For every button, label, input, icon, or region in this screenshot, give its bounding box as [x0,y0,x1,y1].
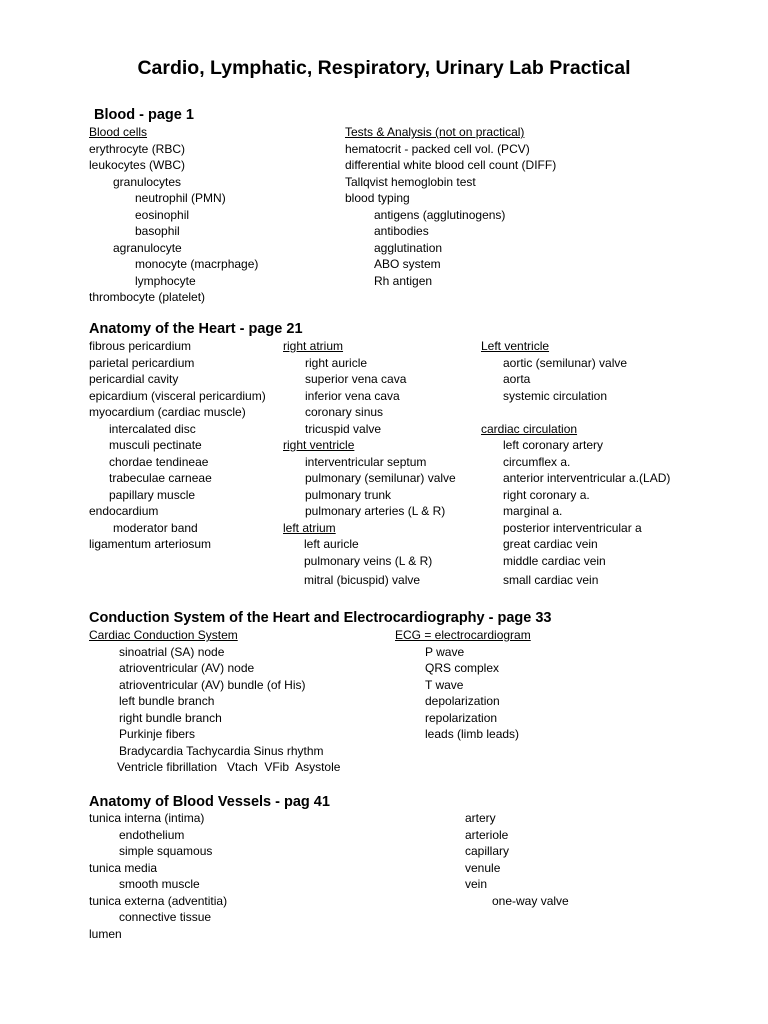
list-item: lumen [89,926,122,941]
list-item: simple squamous [119,844,213,858]
list-item: atrioventricular (AV) bundle (of His) [119,677,306,692]
list-item: Tallqvist hemoglobin test [345,174,476,189]
list-item: chordae tendineae [109,454,209,469]
list-item: trabeculae carneae [109,471,212,485]
heart-column-1 [89,338,266,553]
list-item: interventricular septum [305,454,427,469]
list-item: parietal pericardium [89,355,195,370]
list-item: ABO system [374,257,441,271]
list-item: basophil [135,224,180,238]
list-item: artery [465,811,496,825]
list-item: Purkinje fibers [119,727,196,741]
list-item: arteriole [465,827,509,842]
list-item: sinoatrial (SA) node [119,644,225,659]
list-item: blood typing [345,191,410,205]
list-item: QRS complex [425,661,500,675]
list-item: smooth muscle [119,877,200,891]
list-item: pericardial cavity [89,372,179,386]
list-item: right atrium [283,339,344,353]
list-item: superior vena cava [305,372,407,386]
blood-tests-column [345,124,556,289]
list-item: anterior interventricular a.(LAD) [503,471,671,485]
list-item: Left ventricle [481,339,550,353]
list-item: erythrocyte (RBC) [89,141,186,156]
list-item: intercalated disc [109,421,196,436]
list-item: pulmonary veins (L & R) [304,553,433,568]
list-item: tunica interna (intima) [89,811,205,825]
list-item: myocardium (cardiac muscle) [89,405,246,419]
list-item: marginal a. [503,504,563,518]
list-item: repolarization [425,710,498,725]
section-heading-conduction: Conduction System of the Heart and Electrocardiography - page 33 [89,610,552,626]
list-item: pulmonary trunk [305,487,392,502]
list-item: pulmonary arteries (L & R) [305,504,446,518]
list-item: antigens (agglutinogens) [374,207,506,222]
conduction-system-column [89,627,340,776]
list-item: tricuspid valve [305,421,382,436]
list-item: granulocytes [113,174,182,189]
list-item: circumflex a. [503,454,571,469]
list-item [481,404,670,421]
list-item: right auricle [305,355,368,370]
list-item: inferior vena cava [305,388,400,403]
list-item: endocardium [89,504,159,518]
list-item: cardiac circulation [481,421,578,436]
list-item: Blood cells [89,125,148,139]
list-item: Tests & Analysis (not on practical) [345,125,525,139]
section-heading-heart: Anatomy of the Heart - page 21 [89,321,303,337]
list-item: right coronary a. [503,487,590,502]
list-item: P wave [425,644,465,659]
list-item: tunica externa (adventitia) [89,893,228,908]
list-item: musculi pectinate [109,438,202,452]
list-item: T wave [425,677,464,692]
list-item: left auricle [304,537,359,551]
ecg-column [395,627,531,743]
list-item: differential white blood cell count (DIFF) [345,158,557,172]
section-heading-vessels: Anatomy of Blood Vessels - pag 41 [89,794,330,810]
list-item: leads (limb leads) [425,727,520,741]
list-item: great cardiac vein [503,537,598,551]
list-item: thrombocyte (platelet) [89,290,206,304]
list-item: aortic (semilunar) valve [503,355,628,370]
list-item: antibodies [374,224,429,238]
list-item: venule [465,860,501,875]
vessel-layers-column [89,810,227,942]
list-item: endothelium [119,827,185,842]
list-item: left atrium [283,520,336,535]
heart-column-2 [283,338,456,590]
list-item: connective tissue [119,910,212,924]
list-item: systemic circulation [503,388,608,403]
list-item: right bundle branch [119,710,222,725]
list-item: ECG = electrocardiogram [395,628,531,642]
list-item: aorta [503,372,531,386]
list-item: Rh antigen [374,273,433,288]
list-item: posterior interventricular a [503,520,642,535]
list-item: one-way valve [492,893,569,908]
list-item: papillary muscle [109,487,196,502]
list-item: left bundle branch [119,694,215,708]
list-item: Ventricle fibrillation Vtach VFib Asystole [117,760,341,774]
list-item: right ventricle [283,438,355,452]
list-item: coronary sinus [305,405,384,419]
list-item: neutrophil (PMN) [135,191,226,205]
list-item: small cardiac vein [503,573,599,587]
list-item: agranulocyte [113,240,182,255]
list-item: atrioventricular (AV) node [119,661,255,675]
list-item: ligamentum arteriosum [89,537,212,551]
list-item: leukocytes (WBC) [89,158,186,172]
list-item: moderator band [113,520,198,535]
section-heading-blood: Blood - page 1 [94,107,194,123]
page-title: Cardio, Lymphatic, Respiratory, Urinary Lab Practical [137,57,631,79]
list-item: epicardium (visceral pericardium) [89,388,266,403]
list-item: monocyte (macrphage) [135,257,259,271]
list-item: eosinophil [135,207,190,222]
list-item: Bradycardia Tachycardia Sinus rhythm [119,743,324,758]
list-item: left coronary artery [503,438,604,452]
list-item: mitral (bicuspid) valve [304,573,421,587]
vessel-types-column [465,810,569,909]
list-item: tunica media [89,860,158,875]
list-item: pulmonary (semilunar) valve [305,471,456,485]
heart-column-3 [481,338,670,590]
list-item: fibrous pericardium [89,339,192,353]
list-item: Cardiac Conduction System [89,628,238,642]
list-item: capillary [465,844,510,858]
list-item: agglutination [374,240,443,255]
list-item: middle cardiac vein [503,553,606,568]
list-item: hematocrit - packed cell vol. (PCV) [345,141,530,156]
blood-cells-column [89,124,258,306]
list-item: depolarization [425,694,500,708]
list-item: vein [465,877,488,891]
list-item: lymphocyte [135,273,196,288]
